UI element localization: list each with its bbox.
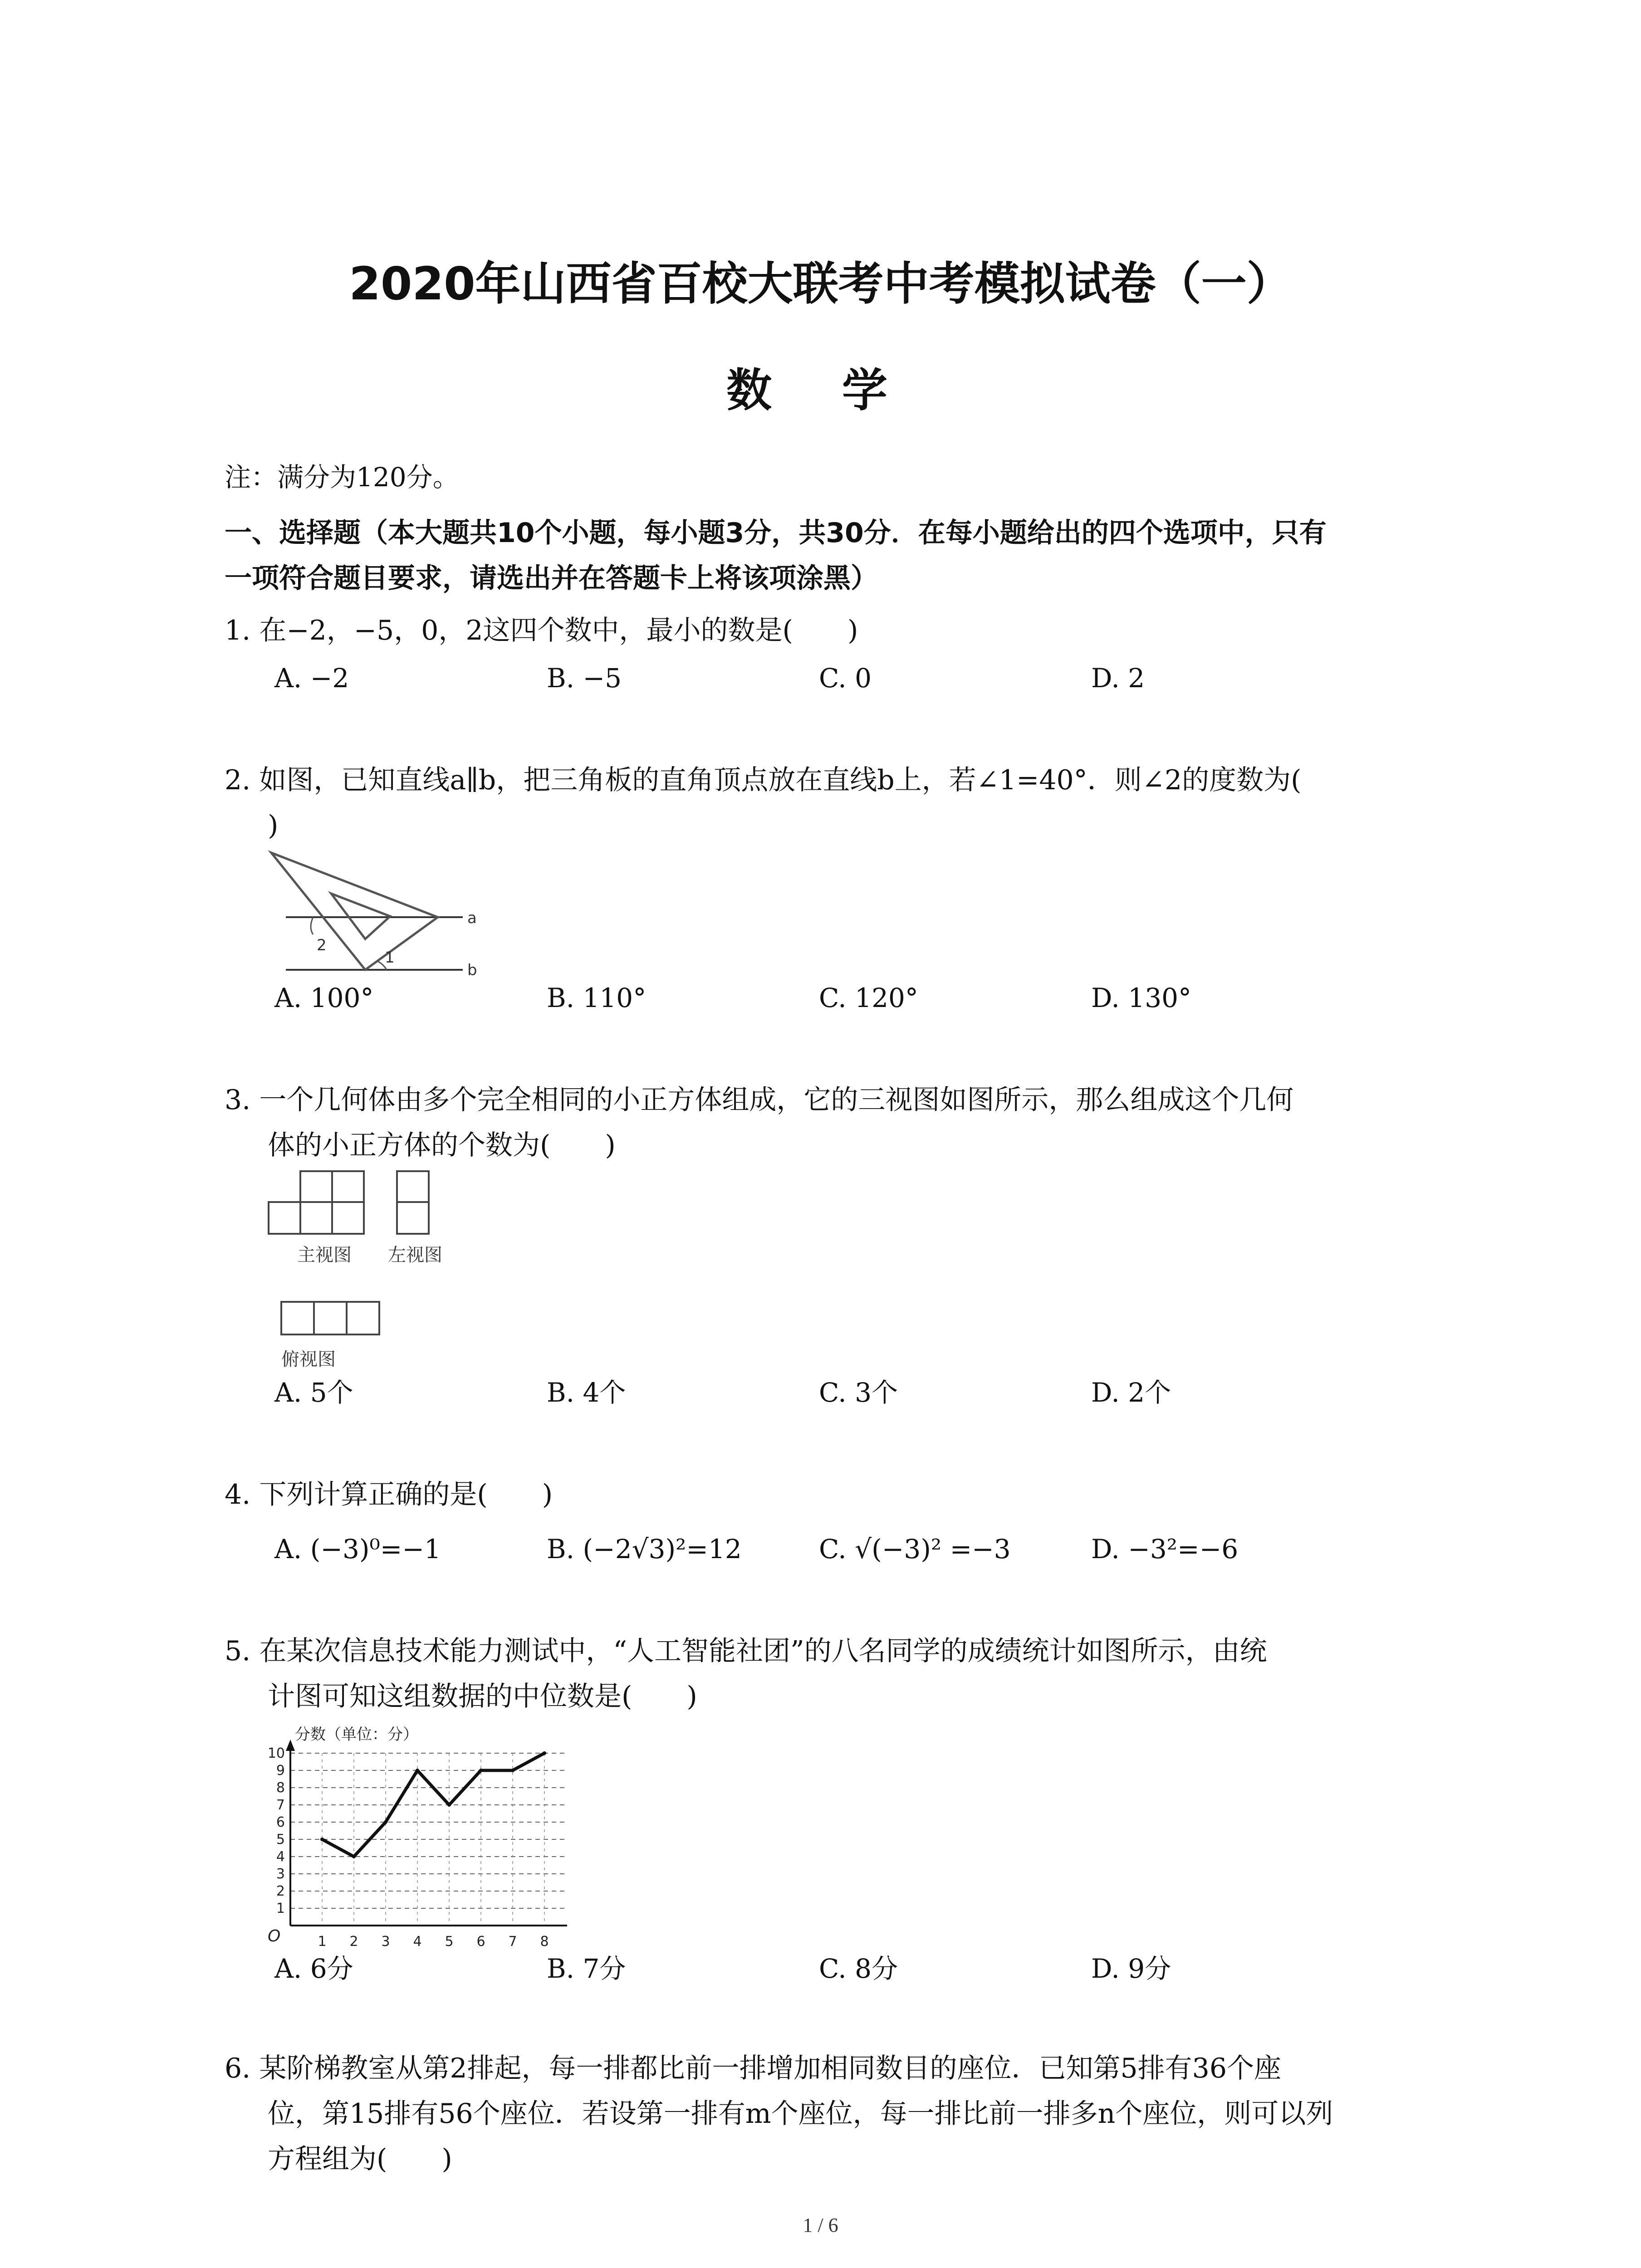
- q1-option-a: A. −2: [274, 663, 349, 694]
- data-point: [416, 1769, 419, 1772]
- q5-option-d: D. 9分: [1091, 1953, 1171, 1984]
- q4-option-a: A. (−3)⁰=−1: [274, 1534, 441, 1564]
- x-tick-label: 6: [476, 1934, 485, 1950]
- section-header-line1: 一、选择题（本大题共10个小题，每小题3分，共30分．在每小题给出的四个选项中，只有: [225, 517, 1327, 549]
- q2-option-c: C. 120°: [819, 982, 918, 1013]
- question-3-stem-cont: 体的小正方体的个数为( ): [268, 1129, 616, 1161]
- chart-y-tick-labels: [268, 1745, 285, 1916]
- data-point: [384, 1820, 387, 1824]
- question-6-stem-cont2: 方程组为( ): [268, 2143, 452, 2175]
- line-a-label: a: [467, 909, 477, 927]
- x-tick-label: 1: [318, 1934, 327, 1950]
- line-b-label: b: [467, 961, 477, 979]
- chart-x-tick-labels: [318, 1934, 549, 1950]
- chart-origin-label: O: [268, 1927, 281, 1945]
- angle-1-label: 1: [385, 948, 395, 967]
- subject-title: 数 学: [726, 364, 915, 417]
- y-axis-arrow: [286, 1740, 295, 1751]
- x-tick-label: 2: [349, 1934, 358, 1950]
- q4-option-b: B. (−2√3)²=12: [547, 1534, 742, 1564]
- y-tick-label: 8: [276, 1780, 285, 1796]
- data-point: [352, 1855, 356, 1858]
- q3-option-d: D. 2个: [1091, 1377, 1171, 1408]
- top-view-label: 俯视图: [281, 1349, 336, 1370]
- left-view-label: 左视图: [388, 1245, 442, 1266]
- q1-option-b: B. −5: [547, 663, 622, 694]
- y-tick-label: 3: [276, 1866, 285, 1882]
- question-5-stem: 5. 在某次信息技术能力测试中，“人工智能社团”的八名同学的成绩统计如图所示，由统: [225, 1635, 1267, 1667]
- q5-option-b: B. 7分: [547, 1953, 626, 1984]
- chart-ylabel: 分数（单位：分）: [295, 1725, 418, 1744]
- page-number: 1 / 6: [803, 2214, 838, 2236]
- x-tick-label: 8: [540, 1934, 549, 1950]
- data-point: [320, 1838, 324, 1841]
- question-1-stem: 1. 在−2，−5，0，2这四个数中，最小的数是( ): [225, 615, 858, 646]
- question-5-stem-cont: 计图可知这组数据的中位数是( ): [268, 1681, 697, 1712]
- three-views-figure: [268, 1170, 472, 1370]
- question-2-stem: 2. 如图，已知直线a∥b，把三角板的直角顶点放在直线b上，若∠1=40°．则∠2的度数为(: [225, 764, 1302, 796]
- front-view: [269, 1171, 364, 1234]
- question-3-stem: 3. 一个几何体由多个完全相同的小正方体组成，它的三视图如图所示，那么组成这个几何: [225, 1084, 1294, 1116]
- top-view: [281, 1302, 379, 1334]
- y-tick-label: 6: [276, 1814, 285, 1830]
- x-tick-label: 4: [413, 1934, 422, 1950]
- data-point: [479, 1769, 483, 1772]
- x-tick-label: 7: [508, 1934, 517, 1950]
- q3-option-c: C. 3个: [819, 1377, 898, 1408]
- left-view: [397, 1171, 429, 1234]
- q1-option-d: D. 2: [1091, 663, 1145, 694]
- q4-option-d: D. −3²=−6: [1091, 1534, 1239, 1564]
- y-tick-label: 10: [267, 1745, 285, 1761]
- q5-option-a: A. 6分: [274, 1953, 353, 1984]
- y-tick-label: 4: [276, 1849, 285, 1865]
- y-tick-label: 1: [276, 1901, 285, 1916]
- q2-option-a: A. 100°: [274, 982, 374, 1013]
- data-point: [511, 1769, 514, 1772]
- q3-option-a: A. 5个: [274, 1377, 353, 1408]
- x-tick-label: 3: [381, 1934, 390, 1950]
- data-point: [447, 1803, 451, 1807]
- x-tick-label: 5: [445, 1934, 454, 1950]
- question-6-stem-cont1: 位，第15排有56个座位．若设第一排有m个座位，每一排比前一排多n个座位，则可以列: [268, 2098, 1333, 2130]
- question-2-stem-cont: ): [268, 810, 279, 841]
- section-header-line2: 一项符合题目要求，请选出并在答题卡上将该项涂黑）: [225, 562, 878, 594]
- triangle-ruler-figure: [268, 848, 495, 980]
- score-note: 注：满分为120分。: [225, 462, 459, 493]
- q5-option-c: C. 8分: [819, 1953, 898, 1984]
- front-view-label: 主视图: [297, 1245, 352, 1266]
- y-tick-label: 7: [276, 1797, 285, 1813]
- angle-2-label: 2: [317, 936, 327, 954]
- y-tick-label: 9: [276, 1763, 285, 1779]
- y-tick-label: 2: [276, 1883, 285, 1899]
- score-line-chart: [250, 1719, 567, 1955]
- question-6-stem: 6. 某阶梯教室从第2排起，每一排都比前一排增加相同数目的座位．已知第5排有36个座: [225, 2053, 1282, 2084]
- y-tick-label: 5: [276, 1832, 285, 1848]
- chart-axes: [286, 1740, 567, 1930]
- q2-option-b: B. 110°: [547, 982, 647, 1013]
- q1-option-c: C. 0: [819, 663, 872, 694]
- exam-title: 2020年山西省百校大联考中考模拟试卷（一）: [349, 257, 1292, 310]
- question-4-stem: 4. 下列计算正确的是( ): [225, 1479, 553, 1510]
- chart-grid: [290, 1753, 567, 1926]
- data-point: [543, 1751, 546, 1755]
- q4-option-c: C. √(−3)² =−3: [819, 1534, 1011, 1564]
- q3-option-b: B. 4个: [547, 1377, 626, 1408]
- q2-option-d: D. 130°: [1091, 982, 1192, 1013]
